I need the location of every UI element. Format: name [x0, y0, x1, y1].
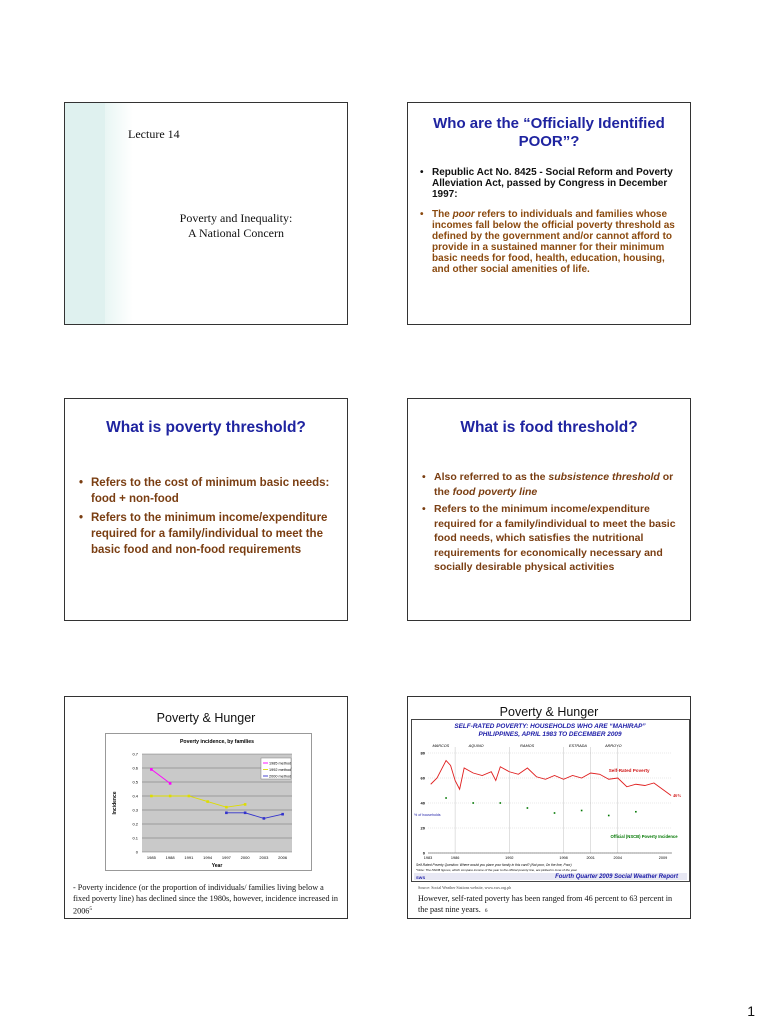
bullet-icon: • [79, 512, 84, 524]
official-incidence-point [554, 812, 556, 814]
x-tick-label: 2001 [586, 856, 595, 860]
slide-2-title-end: ”? [562, 133, 580, 150]
data-point [244, 812, 247, 815]
slide-5-caption-text: - Poverty incidence (or the proportion of individuals/ families living below a fixed poverty line) has declined since the 1980s, however, incidence increased in 2006 [73, 883, 338, 916]
footnote-line-2: *Note: The NSCB figures, which compare income of the year to the official poverty line, are plotted in June of the year. [416, 868, 578, 872]
y-tick-label: 0.6 [132, 765, 138, 771]
x-tick-label: 1994 [203, 855, 213, 860]
poverty-incidence-chart-box [105, 733, 312, 871]
x-tick-label: 1988 [165, 855, 175, 860]
lecture-title [125, 211, 347, 241]
slide-2-bullets [418, 167, 682, 284]
y-tick-label: 60 [420, 775, 425, 781]
slide-3-bullet-2 [77, 510, 337, 558]
slide-5-poverty-hunger [64, 696, 348, 919]
page-number: 1 [747, 1003, 755, 1019]
legend-label: 2000 method [269, 774, 292, 779]
slide-3-poverty-threshold [64, 398, 348, 621]
x-tick-label: 1991 [184, 855, 194, 860]
slide-2-title [408, 115, 690, 151]
self-rated-poverty-chart [412, 720, 689, 881]
official-incidence-point [608, 815, 610, 817]
slide-6-caption [418, 894, 684, 916]
era-label: ESTRADA [568, 744, 587, 748]
y-tick-label: 0.1 [132, 835, 138, 841]
lecture-title-line-2: A National Concern [188, 226, 284, 240]
bullet-icon: • [422, 503, 426, 515]
slide-6-heading: Poverty & Hunger [499, 705, 599, 719]
slide-6-caption-text: However, self-rated poverty has been ranged from 46 percent to 63 percent in the past nine years. [418, 894, 673, 914]
x-tick-label: 2006 [278, 855, 288, 860]
data-point [150, 795, 153, 798]
slide-6-number: 6 [484, 907, 488, 914]
slide-4-bullets [420, 470, 680, 578]
slide-5-caption-footnote: 5 [89, 906, 93, 912]
y-tick-label: 0.5 [132, 779, 138, 785]
x-tick-label: 1998 [559, 856, 568, 860]
slide-1-title [64, 102, 348, 325]
x-tick-label: 1986 [450, 856, 460, 860]
footer-title: Fourth Quarter 2009 Social Weather Report [555, 874, 678, 880]
slide-3-bullet-1-text: Refers to the cost of minimum basic needs: food + non-food [91, 477, 330, 505]
y-tick-label: 20 [420, 825, 425, 831]
official-incidence-point [472, 802, 474, 804]
data-point [225, 806, 228, 809]
x-tick-label: 2000 [240, 855, 250, 860]
slide-4-bullet-1-em2: food poverty line [452, 485, 538, 498]
slide-3-bullet-2-text: Refers to the minimum income/expenditure required for a family/individual to meet the basic food and non-food requirements [91, 512, 328, 556]
slide-2-bullet-2-em: poor [452, 209, 475, 220]
y-tick-label: 0.2 [132, 821, 138, 827]
bullet-icon: • [79, 477, 84, 489]
slide-5-heading: Poverty & Hunger [156, 711, 256, 725]
x-axis-label: Year [211, 863, 223, 869]
official-incidence-point [499, 802, 501, 804]
x-tick-label: 1985 [146, 855, 156, 860]
slide-5-caption [73, 883, 341, 917]
x-tick-label: 1983 [423, 856, 433, 860]
data-point [263, 817, 266, 820]
slide-3-bullets [77, 475, 337, 561]
bullet-icon: • [420, 167, 424, 178]
lecture-title-line-1: Poverty and Inequality: [179, 211, 293, 225]
era-label: RAMOS [520, 744, 535, 748]
slide-2-bullet-2-post: refers to individuals and families whose incomes fall below the official poverty threshold as defined by the government and/or cannot afford to provide in a sustained manner for their minimum basic needs for food, health, education, housing, and other social amenities of life. [432, 209, 675, 275]
slide-2-title-line-1: Who are the “Officially Identified [433, 115, 665, 132]
slide-4-bullet-1 [420, 470, 680, 499]
data-point [281, 813, 284, 816]
y-tick-label: 0.7 [132, 751, 138, 757]
official-incidence-point [635, 811, 637, 813]
slide-2-bullet-1 [418, 167, 682, 200]
data-point [206, 800, 209, 803]
data-point [150, 768, 153, 771]
official-incidence-point [527, 807, 529, 809]
slide-4-title: What is food threshold? [460, 419, 638, 436]
footnote-line-1: Self-Rated Poverty Question: Where would you place your family in this card? (Not poor, On the line, Poor) [416, 863, 572, 867]
legend-label: 1985 method [269, 761, 292, 766]
x-tick-label: 2003 [259, 855, 269, 860]
bullet-icon: • [420, 209, 424, 220]
data-point [225, 812, 228, 815]
slide-4-bullet-2-text: Refers to the minimum income/expenditure required for a family/individual to meet the basic food needs, which satisfies the nutritional requirements for economically necessary and socially desirable physical activities [434, 503, 676, 573]
era-label: MARCOS [432, 744, 450, 748]
y-tick-label: 0.3 [132, 807, 138, 813]
slide-6-source: Source: Social Weather Stations website, www.sws.org.ph [418, 885, 512, 890]
y-tick-label: 80 [420, 750, 425, 756]
official-incidence-point [581, 810, 583, 812]
poverty-incidence-chart [106, 734, 311, 870]
x-tick-label: 1992 [505, 856, 514, 860]
slide-6-poverty-hunger [407, 696, 691, 919]
y-tick-label: 40 [420, 800, 425, 806]
x-tick-label: 1997 [221, 855, 231, 860]
official-incidence-label: Official (NSCB) Poverty Incidence [610, 834, 678, 839]
data-point [169, 795, 172, 798]
self-rated-poverty-label: Self-Rated Poverty [608, 767, 650, 773]
legend-label: 1992 method [269, 767, 292, 772]
data-point [188, 795, 191, 798]
chart-title: Poverty incidence, by families [179, 739, 255, 745]
y-tick-label: 0 [135, 849, 138, 855]
bullet-icon: • [422, 471, 426, 483]
era-label: AQUINO [468, 744, 484, 748]
official-incidence-point [445, 797, 447, 799]
slide-4-bullet-1-em1: subsistence threshold [548, 471, 660, 483]
y-tick-label: 0 [422, 850, 425, 856]
y-axis-label: Incidence [112, 791, 118, 815]
y-tick-label: 0.4 [132, 793, 138, 799]
slide-4-bullet-1-pre: Also referred to as the [434, 471, 549, 483]
lecture-number: Lecture 14 [128, 127, 180, 141]
sws-logo-icon: SWS [416, 875, 426, 880]
slide-2-officially-poor [407, 102, 691, 325]
self-rated-poverty-chart-box [411, 719, 690, 882]
slide-2-title-line-2 [408, 133, 690, 151]
x-tick-label: 2009 [658, 856, 668, 860]
slide-2-bullet-1-text: Republic Act No. 8425 - Social Reform and Poverty Alleviation Act, passed by Congress in December 1997: [432, 167, 673, 200]
slide-2-bullet-2-pre: The [432, 209, 453, 220]
slide-4-bullet-2 [420, 502, 680, 575]
slide-4-bullet-1-mid: or the [434, 471, 674, 498]
chart-title-line-2: PHILIPPINES, APRIL 1983 TO DECEMBER 2009 [478, 731, 622, 738]
data-point [169, 782, 172, 785]
data-point [244, 803, 247, 806]
slide-2-bullet-2 [418, 209, 682, 275]
y-axis-label: % of households [414, 813, 441, 817]
slide-2-title-poor: POOR [518, 133, 563, 150]
slide-3-bullet-1 [77, 475, 337, 507]
x-tick-label: 2004 [613, 856, 623, 860]
latest-value-label: 46% [673, 793, 682, 798]
slide-4-food-threshold [407, 398, 691, 621]
era-label: ARROYO [605, 744, 622, 748]
slide-3-title: What is poverty threshold? [106, 419, 306, 436]
chart-title-line-1: SELF-RATED POVERTY: HOUSEHOLDS WHO ARE “MAHIRAP” [454, 723, 646, 730]
